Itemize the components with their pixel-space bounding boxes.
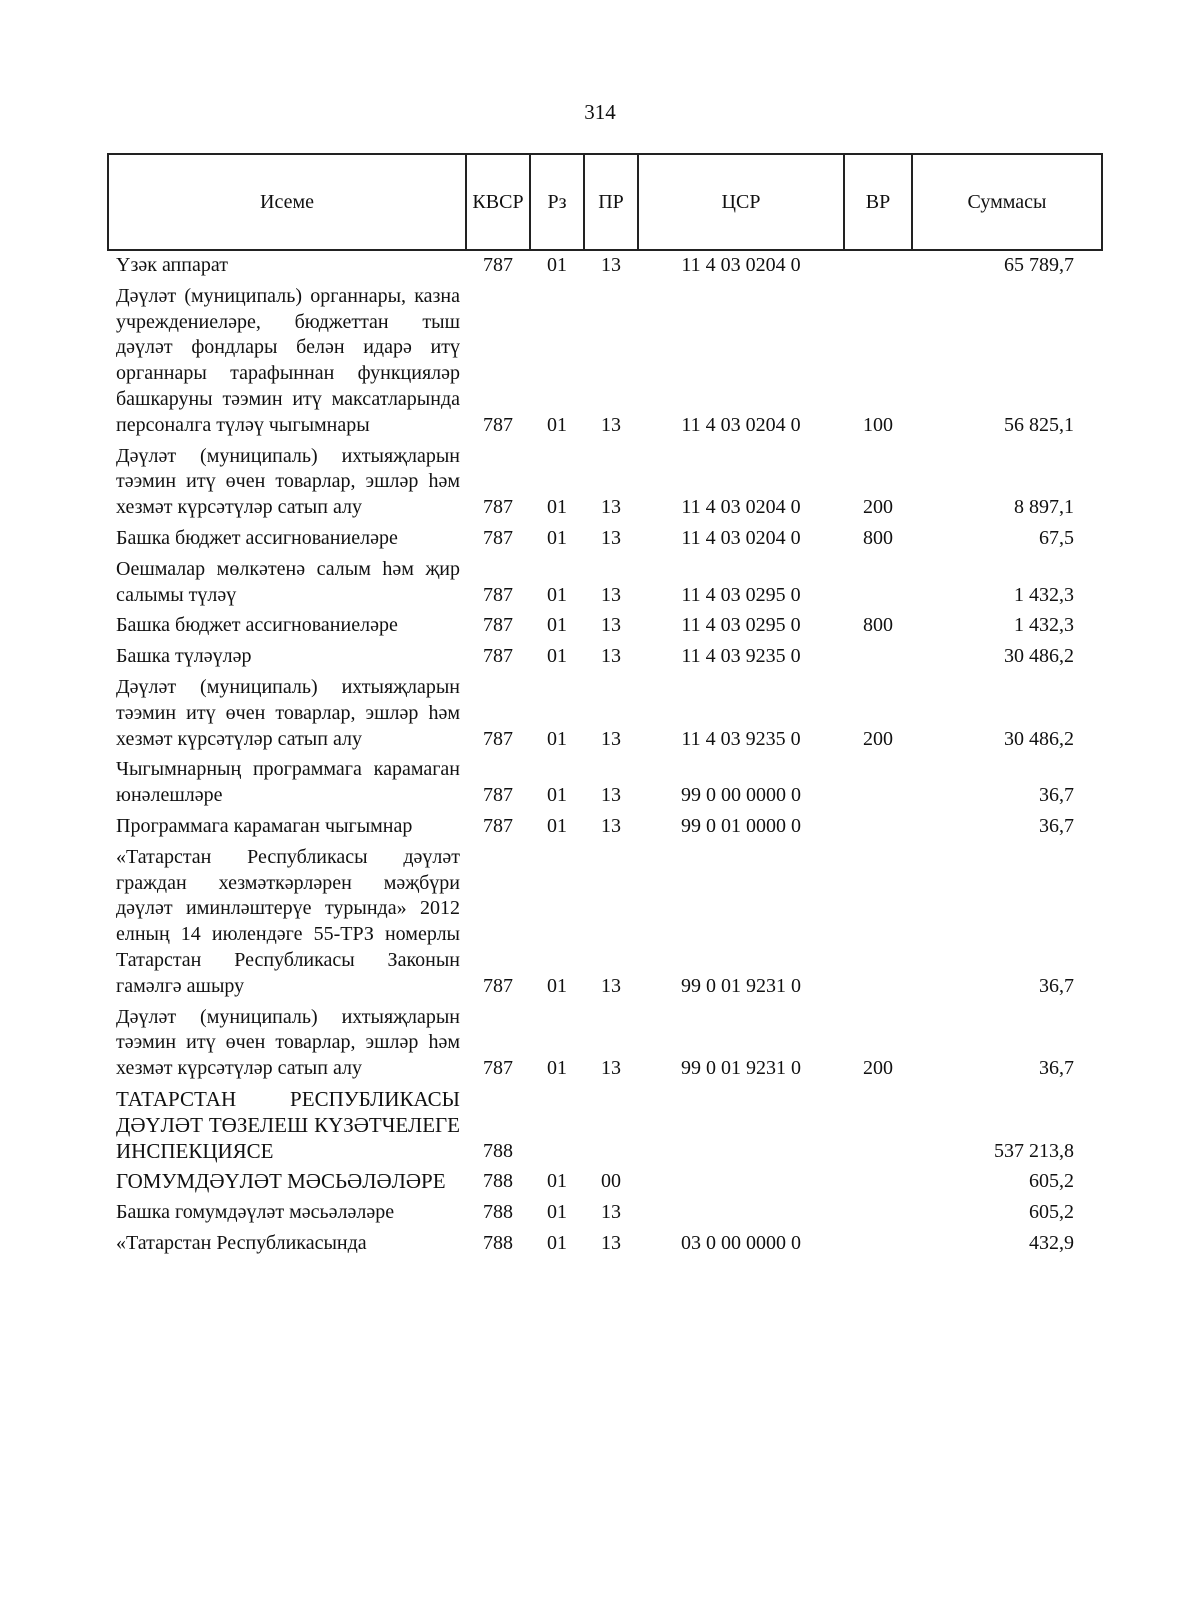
cell-name: Оешмалар мөлкәтенә салым һәм җир салымы түләү [116,557,460,606]
cell-csr: 03 0 00 0000 0 [681,1231,801,1254]
cell-name: «Татарстан Республикасында [116,1231,367,1254]
cell-csr: 99 0 01 9231 0 [681,1057,801,1080]
cell-vr: 800 [863,526,893,549]
table-row [108,552,1102,609]
cell-name: Дәүләт (муниципаль) органнары, казна учреждениеләре, бюджеттан тыш дәүләт фондлары белән идарә итү органнары тарафыннан функцияләр башкаруны тәэмин итү максатларында персоналга түләү чыгымнары [116,284,460,436]
cell-rz: 01 [547,496,567,519]
cell-kvsr: 787 [483,583,513,606]
cell-vr: 200 [863,496,893,519]
cell-rz: 01 [547,583,567,606]
cell-vr [844,1082,912,1164]
cell-sum: 56 825,1 [1004,413,1074,436]
cell-rz: 01 [547,1201,567,1224]
cell-rz: 01 [547,254,567,276]
cell-sum: 30 486,2 [1004,727,1074,750]
table-row [108,752,1102,809]
column-header-pr: ПР [584,154,638,250]
cell-pr: 13 [601,254,621,276]
cell-pr: 13 [601,496,621,519]
cell-name: Башка гомумдәүләт мәсьәләләре [116,1201,395,1224]
cell-csr: 11 4 03 0204 0 [681,496,801,519]
cell-pr: 13 [601,413,621,436]
table-row [108,639,1102,670]
cell-sum: 36,7 [1039,814,1074,837]
cell-kvsr: 787 [483,784,513,807]
cell-rz: 01 [547,645,567,668]
cell-vr [844,840,912,1000]
cell-kvsr: 787 [483,814,513,837]
cell-kvsr: 788 [483,1231,513,1254]
cell-rz: 01 [547,784,567,807]
cell-vr: 100 [863,413,893,436]
cell-rz: 01 [547,1057,567,1080]
column-header-vr: ВР [844,154,912,250]
budget-table [107,153,1103,1257]
cell-vr [844,1226,912,1257]
cell-rz [530,1082,584,1164]
cell-sum: 67,5 [1039,526,1074,549]
cell-name: ТАТАРСТАН РЕСПУБЛИКАСЫ ДӘҮЛӘТ ТӨЗЕЛЕШ КҮЗӘТЧЕЛЕГЕ ИНСПЕКЦИЯСЕ [116,1086,460,1163]
cell-name: Башка бюджет ассигнованиеләре [116,614,398,637]
cell-pr: 13 [601,526,621,549]
cell-name: Башка бюджет ассигнованиеләре [116,526,398,549]
cell-csr [638,1195,844,1226]
table-row [108,670,1102,752]
cell-sum: 537 213,8 [994,1139,1074,1162]
cell-rz: 01 [547,413,567,436]
cell-csr: 99 0 00 0000 0 [681,784,801,807]
cell-name: Үзәк аппарат [116,254,228,276]
cell-rz: 01 [547,814,567,837]
cell-vr [844,1164,912,1195]
table-row [108,1195,1102,1226]
cell-pr: 13 [601,784,621,807]
table-row [108,1164,1102,1195]
table-row [108,250,1102,279]
cell-sum: 432,9 [1029,1231,1074,1254]
cell-pr: 13 [601,727,621,750]
cell-csr: 11 4 03 0204 0 [681,413,801,436]
cell-vr [844,752,912,809]
cell-sum: 1 432,3 [1014,583,1074,606]
cell-csr: 11 4 03 9235 0 [681,727,801,750]
cell-vr [844,552,912,609]
table-row [108,608,1102,639]
cell-kvsr: 788 [483,1170,513,1193]
cell-kvsr: 787 [483,413,513,436]
cell-kvsr: 788 [483,1139,513,1162]
cell-vr [844,809,912,840]
cell-kvsr: 787 [483,645,513,668]
cell-pr: 13 [601,614,621,637]
cell-rz: 01 [547,614,567,637]
cell-csr: 11 4 03 0295 0 [681,583,801,606]
cell-sum: 36,7 [1039,1057,1074,1080]
column-header-name: Исеме [108,154,466,250]
cell-sum: 8 897,1 [1014,496,1074,519]
cell-kvsr: 787 [483,496,513,519]
cell-kvsr: 787 [483,727,513,750]
cell-name: Чыгымнарның программага карамаган юнәлешләре [116,758,460,807]
cell-rz: 01 [547,1170,567,1193]
cell-kvsr: 788 [483,1201,513,1224]
cell-pr: 13 [601,1231,621,1254]
cell-sum: 1 432,3 [1014,614,1074,637]
cell-name: ГОМУМДӘҮЛӘТ МӘСЬӘЛӘЛӘРЕ [116,1169,446,1194]
cell-name: Дәүләт (муниципаль) ихтыяҗларын тәэмин итү өчен товарлар, эшләр һәм хезмәт күрсәтүләр сатып алу [116,675,460,750]
cell-pr: 13 [601,645,621,668]
cell-pr: 13 [601,814,621,837]
cell-sum: 605,2 [1029,1201,1074,1224]
cell-vr: 200 [863,727,893,750]
cell-vr [844,250,912,279]
column-header-csr: ЦСР [638,154,844,250]
cell-csr: 11 4 03 0204 0 [681,254,801,276]
cell-pr: 00 [601,1170,621,1193]
table-row [108,439,1102,521]
cell-sum: 65 789,7 [1004,254,1074,276]
budget-table-container [107,153,1101,1257]
cell-rz: 01 [547,526,567,549]
table-row [108,1226,1102,1257]
column-header-sum: Суммасы [912,154,1102,250]
cell-pr: 13 [601,583,621,606]
cell-sum: 36,7 [1039,974,1074,997]
cell-name: Дәүләт (муниципаль) ихтыяҗларын тәэмин итү өчен товарлар, эшләр һәм хезмәт күрсәтүләр сатып алу [116,1005,460,1080]
cell-sum: 36,7 [1039,784,1074,807]
cell-kvsr: 787 [483,526,513,549]
cell-csr [638,1082,844,1164]
table-row [108,279,1102,439]
cell-csr: 11 4 03 0204 0 [681,526,801,549]
cell-csr: 11 4 03 0295 0 [681,614,801,637]
cell-pr: 13 [601,1201,621,1224]
table-row [108,1000,1102,1082]
table-row [108,521,1102,552]
cell-sum: 30 486,2 [1004,645,1074,668]
cell-csr: 99 0 01 9231 0 [681,974,801,997]
cell-pr: 13 [601,974,621,997]
cell-name: Дәүләт (муниципаль) ихтыяҗларын тәэмин итү өчен товарлар, эшләр һәм хезмәт күрсәтүләр сатып алу [116,444,460,519]
table-row [108,840,1102,1000]
cell-csr: 11 4 03 9235 0 [681,645,801,668]
cell-kvsr: 787 [483,614,513,637]
cell-kvsr: 787 [483,974,513,997]
page-number: 314 [584,100,616,124]
cell-rz: 01 [547,974,567,997]
cell-kvsr: 787 [483,1057,513,1080]
cell-vr: 200 [863,1057,893,1080]
cell-vr [844,1195,912,1226]
cell-csr [638,1164,844,1195]
cell-sum: 605,2 [1029,1170,1074,1193]
table-header [108,154,1102,250]
cell-pr: 13 [601,1057,621,1080]
table-row [108,809,1102,840]
cell-rz: 01 [547,727,567,750]
cell-vr [844,639,912,670]
column-header-kvsr: КВСР [466,154,530,250]
cell-rz: 01 [547,1231,567,1254]
cell-name: Программага карамаган чыгымнар [116,814,413,837]
cell-vr: 800 [863,614,893,637]
cell-pr [584,1082,638,1164]
cell-name: Башка түләүләр [116,645,252,668]
table-row [108,1082,1102,1164]
table-body [108,250,1102,1257]
cell-csr: 99 0 01 0000 0 [681,814,801,837]
cell-kvsr: 787 [483,254,513,276]
cell-name: «Татарстан Республикасы дәүләт граждан хезмәткәрләрен мәҗбүри дәүләт иминләштерүе турында» 2012 елның 14 июлендәге 55-ТРЗ номерлы Татарстан Республикасы Законын гамәлгә ашыру [116,845,460,997]
column-header-rz: Рз [530,154,584,250]
